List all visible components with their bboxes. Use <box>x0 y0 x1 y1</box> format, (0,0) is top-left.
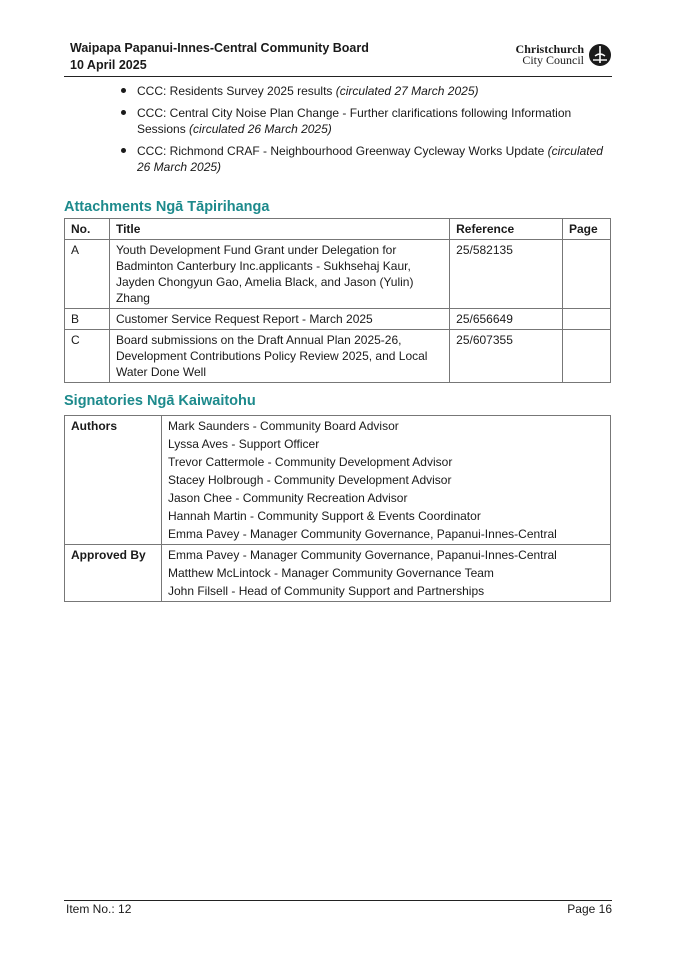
authors-label: Authors <box>65 416 162 545</box>
attachment-reference: 25/582135 <box>450 240 563 309</box>
circulated-items-list <box>120 83 615 181</box>
table-row <box>65 240 611 309</box>
table-row <box>65 416 611 545</box>
logo-line2: City Council <box>522 53 584 67</box>
bullet-icon <box>121 88 126 93</box>
footer-divider <box>64 900 612 901</box>
approved-by-label: Approved By <box>65 545 162 602</box>
list-item: CCC: Central City Noise Plan Change - Further clarifications following Information Sessions (circulated 26 March 2025) <box>120 105 615 137</box>
attachment-title: Board submissions on the Draft Annual Plan 2025-26, Development Contributions Policy Review 2025, and Local Water Done Well <box>109 330 449 383</box>
table-header-row <box>65 219 611 240</box>
attachment-reference: 25/607355 <box>450 330 563 383</box>
approver-name: Matthew McLintock - Manager Community Governance Team <box>168 566 494 580</box>
page-number: Page 16 <box>567 902 612 916</box>
list-item: CCC: Richmond CRAF - Neighbourhood Greenway Cycleway Works Update (circulated 26 March 2025) <box>120 143 615 175</box>
column-header-reference: Reference <box>450 219 563 240</box>
table-row <box>65 309 611 330</box>
attachments-heading: Attachments Ngā Tāpirihanga <box>64 199 270 215</box>
column-header-page: Page <box>563 219 611 240</box>
item-number: Item No.: 12 <box>66 902 132 916</box>
attachment-page <box>563 330 611 383</box>
approvers-list <box>162 545 611 602</box>
attachment-page <box>563 240 611 309</box>
table-row <box>65 330 611 383</box>
approver-name: Emma Pavey - Manager Community Governance, Papanui-Innes-Central <box>168 548 557 562</box>
authors-list <box>162 416 611 545</box>
page-header <box>70 40 612 76</box>
logo-line1: Christchurch <box>515 42 584 56</box>
author-name: Lyssa Aves - Support Officer <box>168 437 320 451</box>
author-name: Jason Chee - Community Recreation Advisor <box>168 491 408 505</box>
attachments-table <box>64 218 611 383</box>
bullet-icon <box>121 110 126 115</box>
attachment-reference: 25/656649 <box>450 309 563 330</box>
attachment-no: A <box>65 240 110 309</box>
author-name: Mark Saunders - Community Board Advisor <box>168 419 399 433</box>
list-item: CCC: Residents Survey 2025 results (circulated 27 March 2025) <box>120 83 615 99</box>
header-divider <box>64 76 612 77</box>
column-header-title: Title <box>109 219 449 240</box>
signatories-table <box>64 415 611 602</box>
attachment-no: C <box>65 330 110 383</box>
signatories-heading: Signatories Ngā Kaiwaitohu <box>64 393 256 409</box>
attachment-title: Youth Development Fund Grant under Delegation for Badminton Canterbury Inc.applicants - Sukhsehaj Kaur, Jayden Chongyun Gao, Amelia Black, and Jason (Yulin) Zhang <box>109 240 449 309</box>
column-header-no: No. <box>65 219 110 240</box>
meeting-date: 10 April 2025 <box>70 58 147 72</box>
approver-name: John Filsell - Head of Community Support and Partnerships <box>168 584 485 598</box>
author-name: Emma Pavey - Manager Community Governance, Papanui-Innes-Central <box>168 527 557 541</box>
author-name: Stacey Holbrough - Community Development Advisor <box>168 473 452 487</box>
author-name: Trevor Cattermole - Community Development Advisor <box>168 455 453 469</box>
attachment-no: B <box>65 309 110 330</box>
author-name: Hannah Martin - Community Support & Events Coordinator <box>168 509 481 523</box>
bullet-icon <box>121 148 126 153</box>
council-logo <box>516 41 612 69</box>
table-row <box>65 545 611 602</box>
cathedral-logo-icon <box>588 43 612 67</box>
attachment-title: Customer Service Request Report - March 2025 <box>109 309 449 330</box>
attachment-page <box>563 309 611 330</box>
board-name: Waipapa Papanui-Innes-Central Community Board <box>70 41 369 55</box>
